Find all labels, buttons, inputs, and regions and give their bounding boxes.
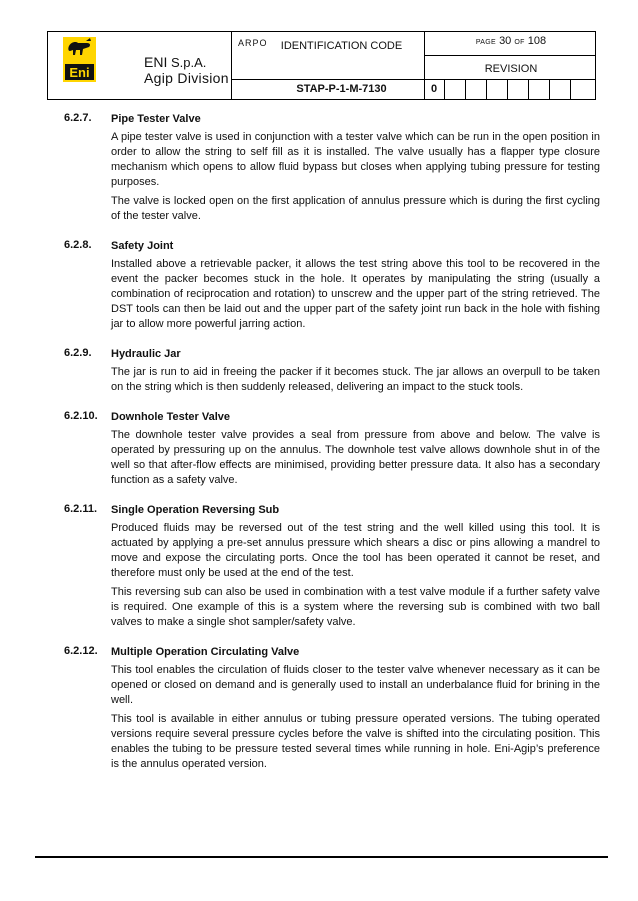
section-paragraph: This tool is available in either annulus or tubing pressure operated versions. The tubing operated versions require several pressure cycles before the valve is shifted into the circulating position. This enables the tubing to be pressure tested several times while running in hole. Eni-Agip’s preference is the annulus operated version. <box>111 713 600 770</box>
revision-box-divider <box>486 79 487 99</box>
section-paragraph: This reversing sub can also be used in combination with a test valve module if a further safety valve is required. One example of this is a system where the reversing sub is combined with two ball valves to make a single shot sampler/safety valve. <box>111 586 600 628</box>
section-title: Single Operation Reversing Sub <box>111 504 280 516</box>
revision-label: REVISION <box>484 63 538 75</box>
section-paragraph: The valve is locked open on the first application of annulus pressure which is during the first cycling of the tester valve. <box>111 195 600 222</box>
footer-rule <box>35 856 608 858</box>
section-single-operation-reversing-sub <box>64 503 600 630</box>
section-paragraph: The downhole tester valve provides a seal from pressure from above and below. The valve is operated by pressuring up on the annulus. The downhole test valve allows downhole shut in of the well so that after-flow effects are minimised, providing better pressure data. It also has a secondary function as a safety valve. <box>111 429 600 486</box>
header-divider <box>231 79 595 80</box>
section-title: Downhole Tester Valve <box>111 411 231 423</box>
section-pipe-tester-valve <box>64 112 600 224</box>
section-number: 6.2.12. <box>64 645 98 657</box>
section-title: Hydraulic Jar <box>111 348 181 360</box>
page-number: 30 <box>499 35 512 47</box>
page-indicator: PAGE 30 OF 108 <box>475 35 547 47</box>
eni-logo-icon <box>63 37 96 82</box>
revision-box-divider <box>528 79 529 99</box>
identification-code-label: IDENTIFICATION CODE <box>280 40 403 52</box>
revision-box-divider <box>465 79 466 99</box>
revision-box-divider <box>507 79 508 99</box>
revision-number: 0 <box>431 83 438 95</box>
section-title: Safety Joint <box>111 240 174 252</box>
section-number: 6.2.8. <box>64 239 92 251</box>
section-paragraph: This tool enables the circulation of fluids closer to the tester valve whenever necessary as it can be opened or closed on demand and is generally used to install an underbalance fluid for brining in the well. <box>111 664 600 706</box>
section-title: Multiple Operation Circulating Valve <box>111 646 300 658</box>
arpo-label: ARPO <box>238 38 268 48</box>
document-code: STAP-P-1-M-7130 <box>296 83 387 95</box>
header-divider <box>231 32 232 99</box>
revision-box-divider <box>570 79 571 99</box>
section-downhole-tester-valve <box>64 410 600 488</box>
section-paragraph: A pipe tester valve is used in conjunction with a tester valve which can be run in the open position in order to allow the string to self fill as it is installed. The valve usually has a flapper type closure mechanism which opens to allow fluid bypass but closes when applying tubing pressure for testing purposes. <box>111 131 600 188</box>
section-number: 6.2.7. <box>64 112 92 124</box>
company-name: ENI S.p.A. <box>144 54 207 70</box>
document-header <box>47 31 596 100</box>
section-number: 6.2.11. <box>64 503 98 515</box>
section-paragraph: Installed above a retrievable packer, it allows the test string above this tool to be recovered in the event the packer becomes stuck in the hole. It operates by manipulating the string (usually a combination of reciprocation and rotation) to unscrew and the upper part of the string retrieved. The DST tools can then be laid out and the upper part of the safety joint run back in the hole with fishing jar to allow more powerful jarring action. <box>111 258 600 330</box>
header-divider <box>424 32 425 99</box>
section-safety-joint <box>64 239 600 332</box>
section-multiple-operation-circulating-valve <box>64 645 600 772</box>
revision-box-divider <box>549 79 550 99</box>
section-title: Pipe Tester Valve <box>111 113 201 125</box>
section-paragraph: The jar is run to aid in freeing the packer if it becomes stuck. The jar allows an overpull to be taken on the string which is then suddenly released, delivering an impact to the stuck tools. <box>111 366 600 393</box>
section-hydraulic-jar <box>64 347 600 395</box>
page-total: 108 <box>527 35 547 47</box>
section-number: 6.2.10. <box>64 410 98 422</box>
section-number: 6.2.9. <box>64 347 92 359</box>
header-divider <box>424 55 595 56</box>
svg-text:Eni: Eni <box>69 65 90 80</box>
division-name: Agip Division <box>144 70 229 86</box>
document-body <box>64 112 600 787</box>
section-paragraph: Produced fluids may be reversed out of the test string and the well killed using this tool. It is actuated by applying a pre-set annulus pressure which shears a disc or pins allowing a mandrel to move and expose the circulating ports. Once the tool has been operated it cannot be reset, and therefore must only be used at the end of the test. <box>111 522 600 579</box>
revision-box-divider <box>444 79 445 99</box>
